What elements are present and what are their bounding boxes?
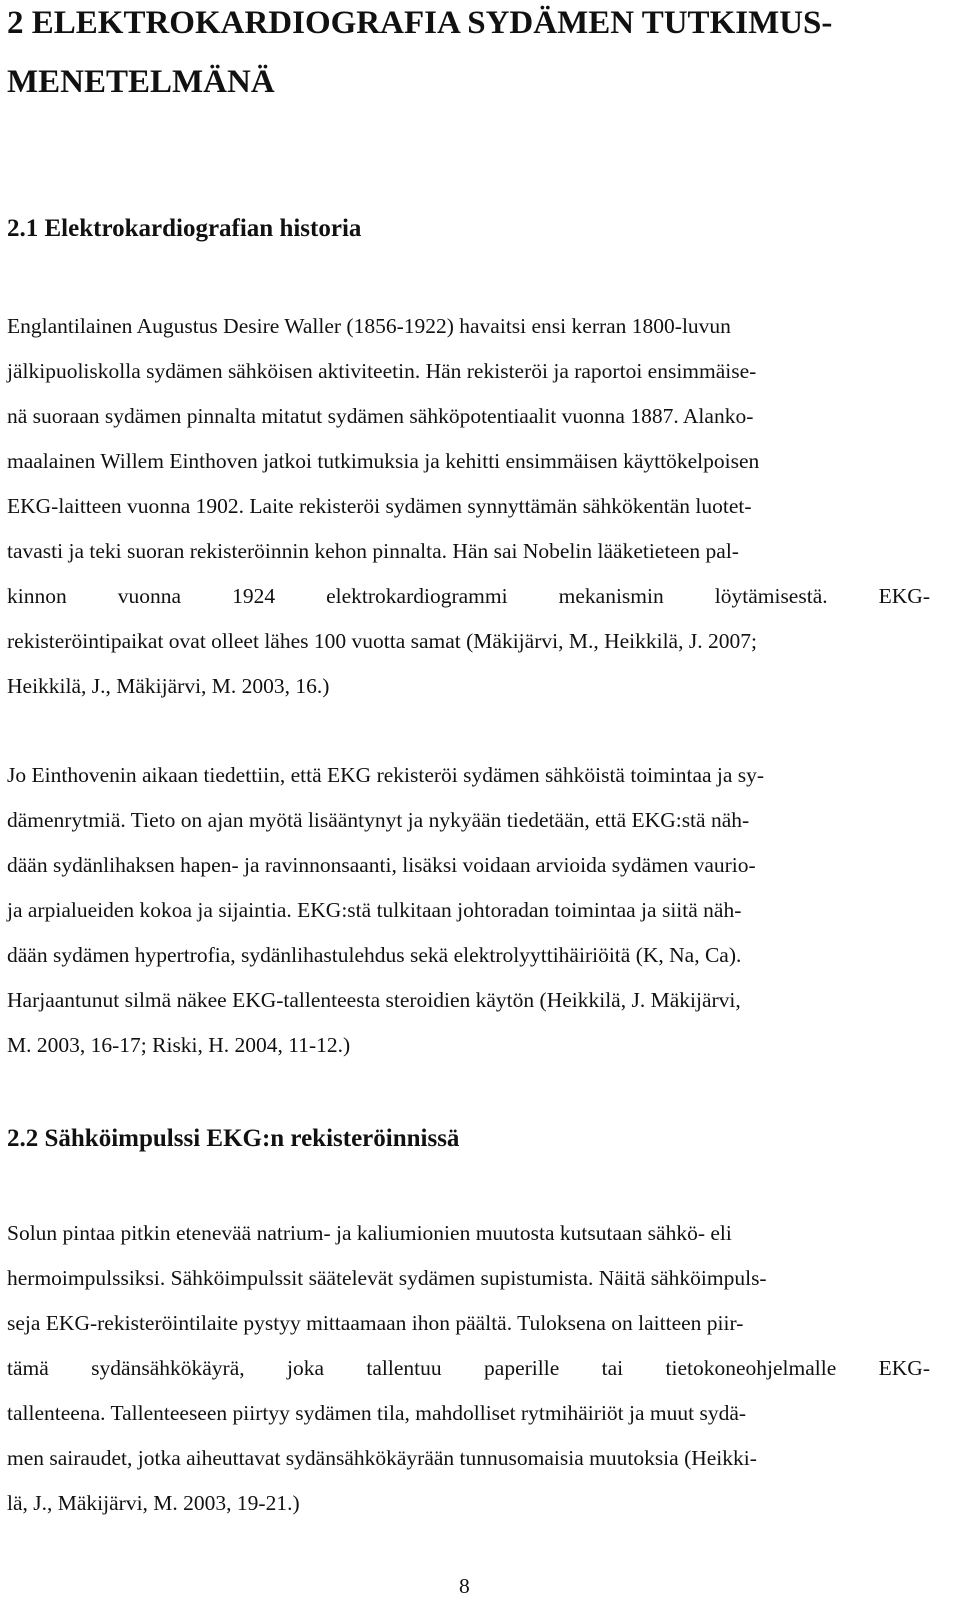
paragraph-line: Harjaantunut silmä näkee EKG-tallenteesta steroidien käytön (Heikkilä, J. Mäkijärvi,	[7, 988, 741, 1012]
paragraph-line: Solun pintaa pitkin etenevää natrium- ja kaliumionien muutosta kutsutaan sähkö- eli	[7, 1221, 732, 1245]
paragraph-line: maalainen Willem Einthoven jatkoi tutkimuksia ja kehitti ensimmäisen käyttökelpoisen	[7, 449, 760, 473]
paragraph-line: Jo Einthovenin aikaan tiedettiin, että EKG rekisteröi sydämen sähköistä toimintaa ja sy-	[7, 763, 765, 787]
paragraph-line: Heikkilä, J., Mäkijärvi, M. 2003, 16.)	[7, 674, 330, 698]
paragraph-line: lä, J., Mäkijärvi, M. 2003, 19-21.)	[7, 1491, 300, 1515]
paragraph-line: ja arpialueiden kokoa ja sijaintia. EKG:stä tulkitaan johtoradan toimintaa ja siitä näh-	[7, 898, 742, 922]
paragraph-line: M. 2003, 16-17; Riski, H. 2004, 11-12.)	[7, 1033, 351, 1057]
paragraph-line: dään sydämen hypertrofia, sydänlihastulehdus sekä elektrolyyttihäiriöitä (K, Na, Ca).	[7, 943, 742, 967]
chapter-title-line-2: MENETELMÄNÄ	[7, 64, 275, 100]
paragraph-line: rekisteröintipaikat ovat olleet lähes 100 vuotta samat (Mäkijärvi, M., Heikkilä, J. 2007;	[7, 629, 757, 653]
paragraph-line: dämenrytmiä. Tieto on ajan myötä lisääntynyt ja nykyään tiedetään, että EKG:stä näh-	[7, 808, 750, 832]
paragraph-line: nä suoraan sydämen pinnalta mitatut sydämen sähköpotentiaalit vuonna 1887. Alanko-	[7, 404, 754, 428]
paragraph-line: jälkipuoliskolla sydämen sähköisen aktiviteetin. Hän rekisteröi ja raportoi ensimmäise-	[7, 359, 757, 383]
paragraph-line: kinnon vuonna 1924 elektrokardiogrammi mekanismin löytämisestä. EKG-	[7, 584, 930, 608]
section-heading-2-2: 2.2 Sähköimpulssi EKG:n rekisteröinnissä	[7, 1125, 460, 1152]
paragraph-line: tallenteena. Tallenteeseen piirtyy sydämen tila, mahdolliset rytmihäiriöt ja muut sydä-	[7, 1401, 747, 1425]
paragraph-line: tavasti ja teki suoran rekisteröinnin kehon pinnalta. Hän sai Nobelin lääketieteen pal-	[7, 539, 739, 563]
chapter-title-line-1: 2 ELEKTROKARDIOGRAFIA SYDÄMEN TUTKIMUS-	[7, 5, 833, 41]
paragraph-line: Englantilainen Augustus Desire Waller (1856-1922) havaitsi ensi kerran 1800-luvun	[7, 314, 731, 338]
paragraph-line: EKG-laitteen vuonna 1902. Laite rekisteröi sydämen synnyttämän sähkökentän luotet-	[7, 494, 752, 518]
paragraph-line: tämä sydänsähkökäyrä, joka tallentuu paperille tai tietokoneohjelmalle EKG-	[7, 1356, 930, 1380]
page-number: 8	[459, 1574, 470, 1598]
paragraph-line: men sairaudet, jotka aiheuttavat sydänsähkökäyrään tunnusomaisia muutoksia (Heikki-	[7, 1446, 757, 1470]
paragraph-line: hermoimpulssiksi. Sähköimpulssit säätelevät sydämen supistumista. Näitä sähköimpuls-	[7, 1266, 767, 1290]
paragraph-line: seja EKG-rekisteröintilaite pystyy mittaamaan ihon päältä. Tuloksena on laitteen piir-	[7, 1311, 744, 1335]
section-heading-2-1: 2.1 Elektrokardiografian historia	[7, 215, 362, 242]
paragraph-line: dään sydänlihaksen hapen- ja ravinnonsaanti, lisäksi voidaan arvioida sydämen vaurio-	[7, 853, 756, 877]
